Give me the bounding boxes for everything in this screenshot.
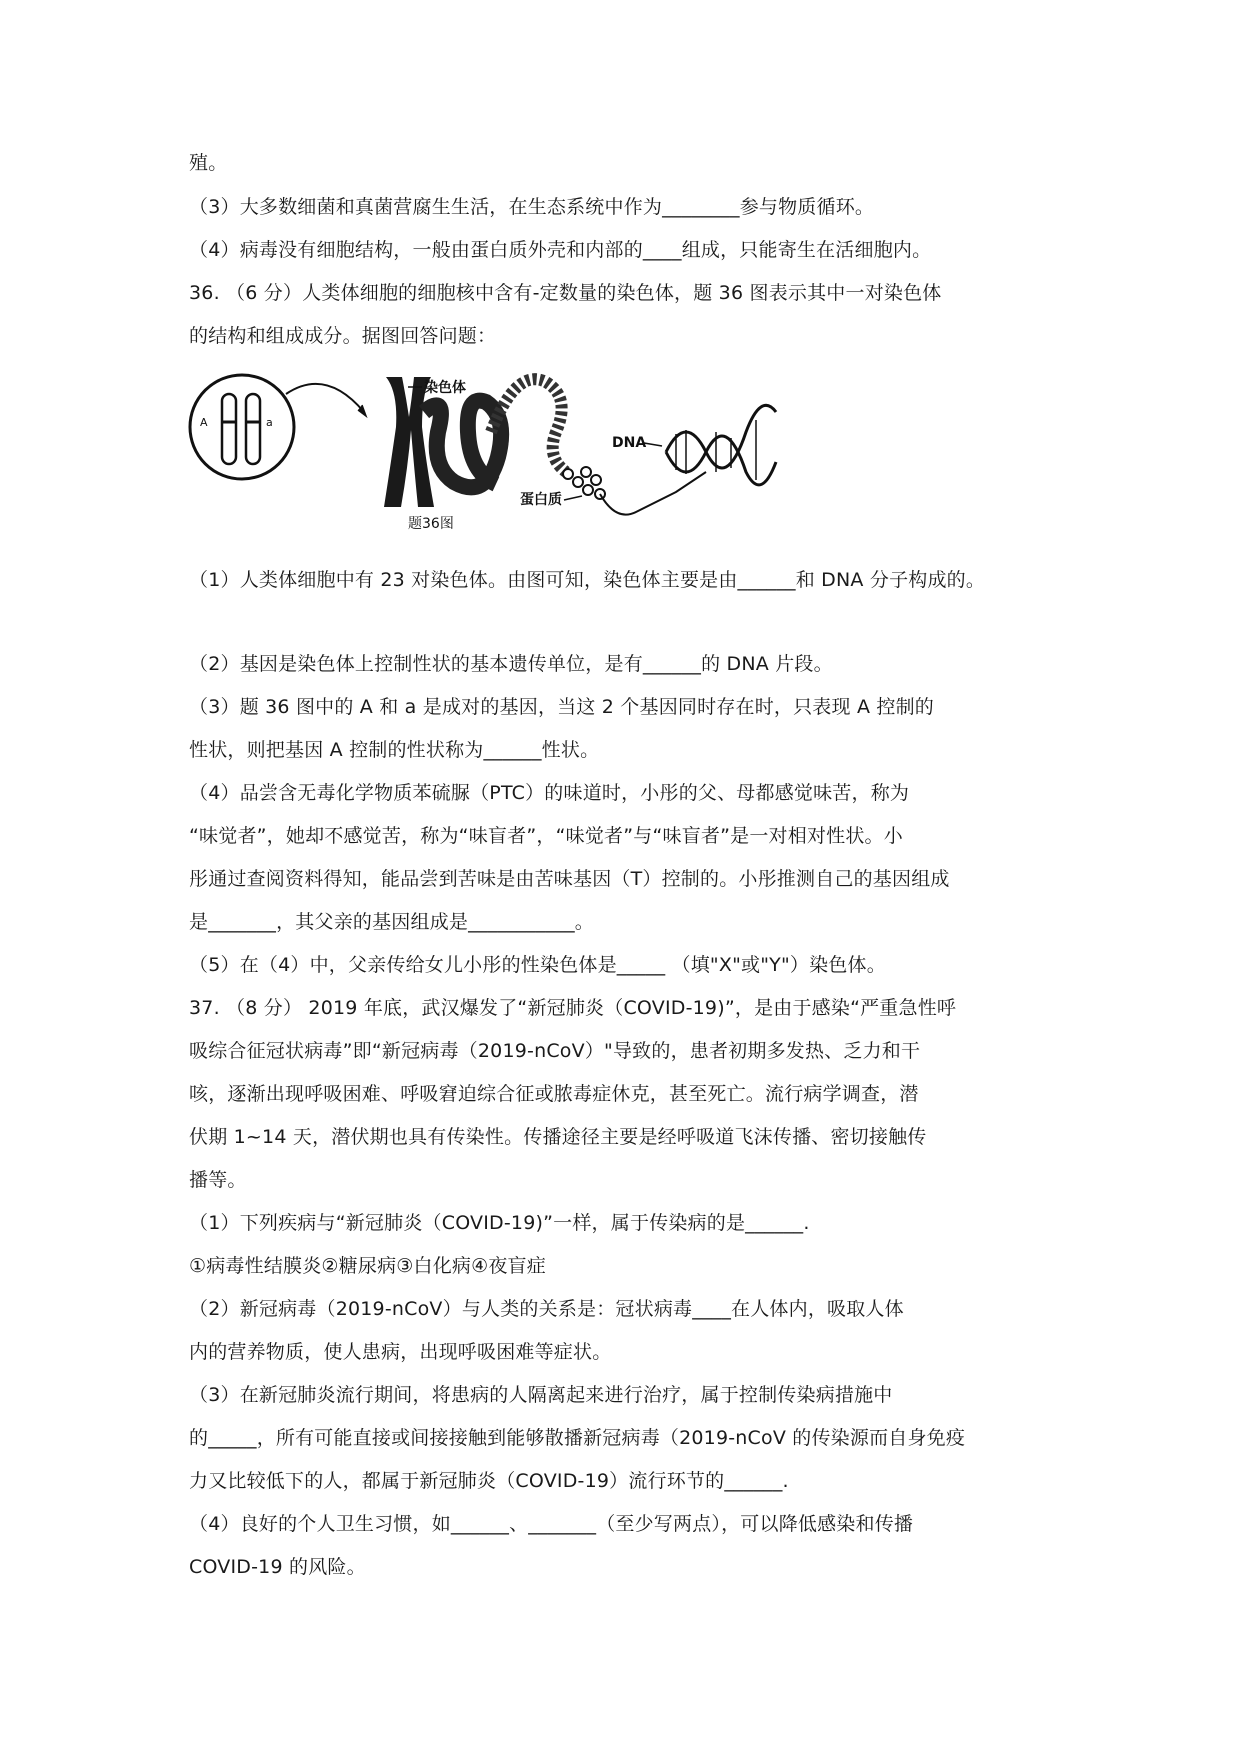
nucleosome-beads: [563, 467, 605, 499]
chromosome-figure: [186, 372, 806, 532]
text-line: （4）病毒没有细胞结构，一般由蛋白质外壳和内部的____组成，只能寄生在活细胞内。: [189, 239, 932, 261]
dna-helix-strand-2: [666, 436, 776, 485]
text-line: 是_______，其父亲的基因组成是___________。: [189, 911, 595, 933]
protein-label: 蛋白质: [520, 492, 562, 508]
text-line: （4）品尝含无毒化学物质苯硫脲（PTC）的味道时，小彤的父、母都感觉味苦，称为: [189, 782, 910, 804]
chromatin-coil: [424, 401, 501, 488]
text-line: COVID-19 的风险。: [189, 1556, 366, 1578]
text-line: 的结构和组成成分。据图回答问题：: [189, 325, 497, 347]
figure-caption: 题36图: [408, 516, 454, 532]
chromosome-right: [246, 394, 260, 464]
text-line: （4）良好的个人卫生习惯，如______、_______（至少写两点），可以降低感染和传播: [189, 1513, 914, 1535]
text-line: 殖。: [189, 152, 228, 174]
question-36-title: 36. （6 分）人类体细胞的细胞核中含有-定数量的染色体，题 36 图表示其中一对染色体: [189, 282, 942, 304]
text-line: ①病毒性结膜炎②糖尿病③白化病④夜盲症: [189, 1255, 546, 1277]
text-line: （1）人类体细胞中有 23 对染色体。由图可知，染色体主要是由______和 DNA 分子构成的。: [189, 569, 986, 591]
text-line: （5）在（4）中，父亲传给女儿小彤的性染色体是_____ （填"X"或"Y"）染色体。: [189, 954, 886, 976]
text-line: 的_____，所有可能直接或间接接触到能够散播新冠病毒（2019-nCoV 的传染源而自身免疫: [189, 1427, 966, 1449]
text-line: （1）下列疾病与“新冠肺炎（COVID-19)”一样，属于传染病的是______.: [189, 1212, 810, 1234]
chromosome-x: [384, 377, 434, 507]
text-line: 吸综合征冠状病毒”即“新冠病毒（2019-nCoV）"导致的，患者初期多发热、乏力和干: [189, 1040, 921, 1062]
chromosome-diagram: [186, 372, 806, 532]
chromosome-label: 染色体: [424, 380, 466, 396]
chromosome-left: [222, 394, 236, 464]
question-37-title: 37. （8 分） 2019 年底，武汉爆发了“新冠肺炎（COVID-19)”，是由于感染“严重急性呼: [189, 997, 957, 1019]
gene-A-label: A: [200, 416, 208, 429]
arrow: [286, 384, 364, 412]
text-line: 力又比较低下的人，都属于新冠肺炎（COVID-19）流行环节的______.: [189, 1470, 789, 1492]
dna-label: DNA: [612, 435, 647, 451]
dna-thread: [600, 472, 706, 515]
text-line: 性状，则把基因 A 控制的性状称为______性状。: [189, 739, 600, 761]
text-line: （3）题 36 图中的 A 和 a 是成对的基因，当这 2 个基因同时存在时，只表现 A 控制的: [189, 696, 934, 718]
text-line: （2）新冠病毒（2019-nCoV）与人类的关系是：冠状病毒____在人体内，吸取人体: [189, 1298, 904, 1320]
text-line: 咳，逐渐出现呼吸困难、呼吸窘迫综合征或脓毒症休克，甚至死亡。流行病学调查，潜: [189, 1083, 919, 1105]
gene-a-label: a: [266, 416, 273, 429]
text-line: “味觉者”，她却不感觉苦，称为“味盲者”，“味觉者”与“味盲者”是一对相对性状。小: [189, 825, 903, 847]
text-line: （3）在新冠肺炎流行期间，将患病的人隔离起来进行治疗，属于控制传染病措施中: [189, 1384, 893, 1406]
text-line: 内的营养物质，使人患病，出现呼吸困难等症状。: [189, 1341, 612, 1363]
text-line: 彤通过查阅资料得知，能品尝到苦味是由苦味基因（T）控制的。小彤推测自己的基因组成: [189, 868, 950, 890]
text-line: 伏期 1~14 天，潜伏期也具有传染性。传播途径主要是经呼吸道飞沫传播、密切接触传: [189, 1126, 927, 1148]
text-line: （2）基因是染色体上控制性状的基本遗传单位，是有______的 DNA 片段。: [189, 653, 833, 675]
text-line: 播等。: [189, 1169, 247, 1191]
text-line: （3）大多数细菌和真菌营腐生生活，在生态系统中作为________参与物质循环。: [189, 196, 875, 218]
